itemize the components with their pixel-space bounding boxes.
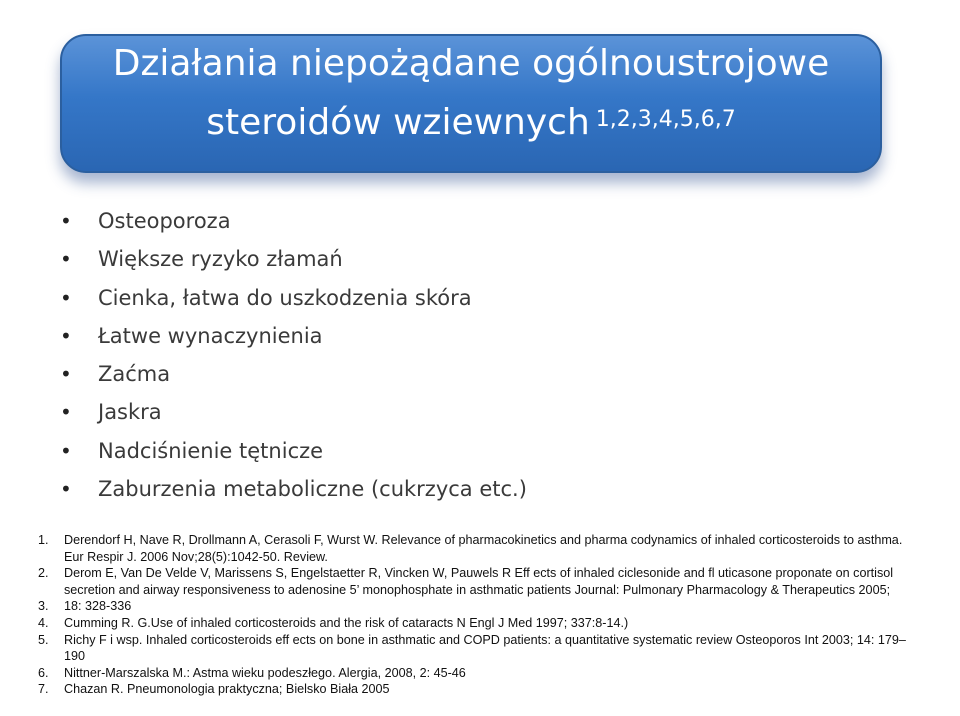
bullet-item: • Osteoporoza [60, 202, 527, 240]
reference-text: 18: 328-336 [64, 599, 132, 614]
bullet-item: • Zaburzenia metaboliczne (cukrzyca etc.) [60, 470, 527, 508]
title-line-2-text: steroidów wziewnych [206, 102, 590, 143]
reference-item [38, 632, 918, 665]
bullet-item: • Zaćma [60, 355, 527, 393]
reference-number: 2. [38, 566, 49, 581]
reference-item [38, 565, 918, 598]
reference-item [38, 681, 918, 698]
reference-number: 7. [38, 682, 49, 697]
bullet-item: • Nadciśnienie tętnicze [60, 432, 527, 470]
bullet-item: • Cienka, łatwa do uszkodzenia skóra [60, 279, 527, 317]
reference-text: Derendorf H, Nave R, Drollmann A, Cerasoli F, Wurst W. Relevance of pharmacokinetics and pharma codynamics of inhaled corticosteroids to asthma. Eur Respir J. 2006 Nov;28(5):1042-50. Review. [64, 533, 903, 564]
title-banner [60, 34, 882, 173]
reference-text: Nittner-Marszalska M.: Astma wieku podeszłego. Alergia, 2008, 2: 45-46 [64, 665, 466, 680]
title-superscript: 1,2,3,4,5,6,7 [595, 107, 736, 132]
title-line-1: Działania niepożądane ogólnoustrojowe [112, 43, 830, 84]
bullet-list [60, 202, 527, 508]
reference-text: Richy F i wsp. Inhaled corticosteroids eff ects on bone in asthmatic and COPD patients: a quantitative systematic review Osteoporos Int 2003; 14: 179–190 [64, 632, 906, 664]
reference-number: 4. [38, 615, 49, 630]
reference-item [38, 665, 918, 682]
reference-text: Derom E, Van De Velde V, Marissens S, Engelstaetter R, Vincken W, Pauwels R Eff ects of inhaled ciclesonide and fl uticasone proponate on cortisol secretion and airway responsiveness to adenosine 5’ monophosphate in asthmatic patients Journal: Pulmonary Pharmacology & Therapeutics 2005; [64, 566, 894, 597]
reference-item [38, 598, 918, 615]
bullet-item: • Jaskra [60, 393, 527, 431]
reference-number: 6. [38, 665, 49, 680]
reference-number: 3. [38, 599, 49, 614]
bullet-item: • Większe ryzyko złamań [60, 240, 527, 278]
reference-item [38, 532, 918, 565]
reference-text: Chazan R. Pneumonologia praktyczna; Bielsko Biała 2005 [64, 682, 390, 697]
reference-number: 5. [38, 632, 49, 647]
title-line-2 [62, 98, 880, 145]
reference-number: 1. [38, 533, 49, 547]
reference-text: Cumming R. G.Use of inhaled corticosteroids and the risk of cataracts N Engl J Med 1997; 337:8-14.) [64, 615, 629, 630]
reference-item [38, 615, 918, 632]
references-list [38, 532, 918, 698]
bullet-item: • Łatwe wynaczynienia [60, 317, 527, 355]
